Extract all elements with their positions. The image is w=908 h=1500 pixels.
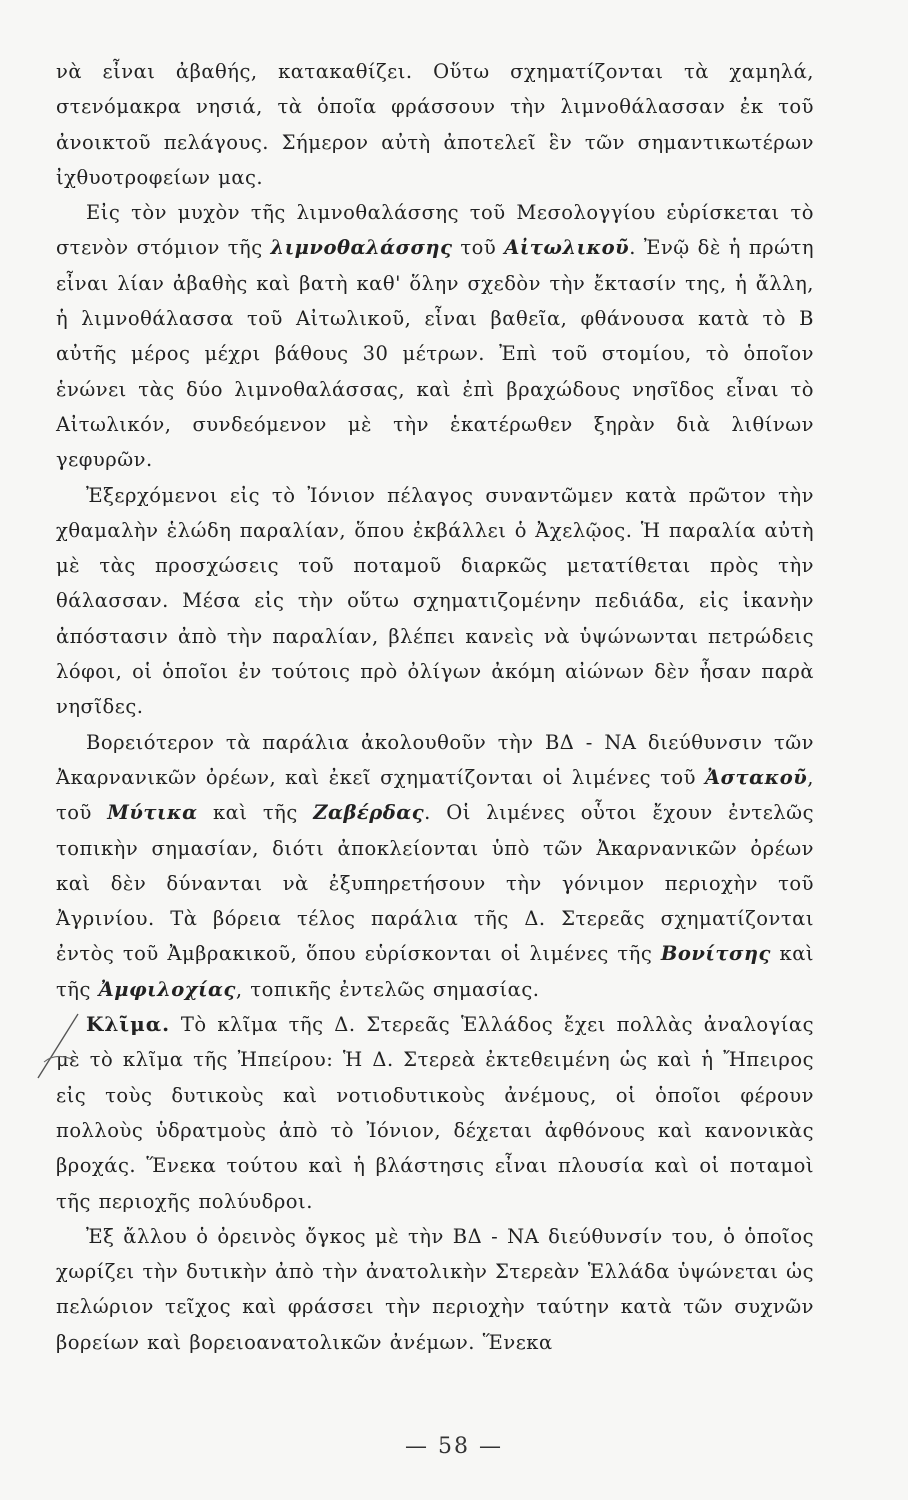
emphasized-term: Ἀμφιλοχίας [98,977,236,1001]
paragraph [56,195,814,477]
text-run: , τοῦ [56,765,814,825]
emphasized-term: Μύτικα [107,801,198,825]
paragraph [56,725,814,1007]
emphasized-term: Ἀστακοῦ [705,765,808,789]
emphasized-term: λιμνοθαλάσσης [270,236,453,260]
text-run: Τὸ κλῖμα τῆς Δ. Στερεᾶς Ἑλλάδος ἔχει πολλὰς ἀναλογίας μὲ τὸ κλῖμα τῆς Ἠπείρου: Ἡ Δ. Στερεὰ ἐκτεθειμένη ὡς καὶ ἡ Ἤπειρος εἰς τοὺς δυτικοὺς καὶ νοτιοδυτικοὺς ἀνέμους, οἱ ὁποῖοι φέρουν πολλοὺς ὑδρατμοὺς ἀπὸ τὸ Ἰόνιον, δέχεται ἀφθόνους καὶ κανονικὰς βροχάς. Ἕνεκα τούτου καὶ ἡ βλάστησις εἶναι πλουσία καὶ οἱ ποταμοὶ τῆς περιοχῆς πολύυδροι. [56,1013,814,1213]
text-run: καὶ τῆς [56,942,815,1001]
text-run: Ἐξερχόμενοι εἰς τὸ Ἰόνιον πέλαγος συναντῶμεν κατὰ πρῶτον τὴν χθαμαλὴν ἑλώδη παραλίαν, ὅπου ἐκβάλλει ὁ Ἀχελῷος. Ἡ παραλία αὐτὴ μὲ τὰς προσχώσεις τοῦ ποταμοῦ διαρκῶς μετατίθεται πρὸς τὴν θάλασσαν. Μέσα εἰς τὴν οὕτω σχηματιζομένην πεδιάδα, εἰς ἱκανὴν ἀπόστασιν ἀπὸ τὴν παραλίαν, βλέπει κανεὶς νὰ ὑψώνωνται πετρώδεις λόφοι, οἱ ὁποῖοι ἐν τούτοις πρὸ ὀλίγων ἀκόμη αἰώνων δὲν ἦσαν παρὰ νησῖδες. [56,483,814,719]
text-run: , τοπικῆς ἐντελῶς σημασίας. [235,977,540,1001]
paragraph [56,478,814,725]
emphasized-term: Αἰτωλικοῦ [504,236,630,260]
text-run: Βορειότερον τὰ παράλια ἀκολουθοῦν τὴν ΒΔ - ΝΑ διεύθυνσιν τῶν Ἀκαρνανικῶν ὀρέων, καὶ ἐκεῖ σχηματίζονται οἱ λιμένες τοῦ [56,730,814,789]
page-number: — 58 — [405,1434,503,1459]
text-run: . Ἐνῷ δὲ ἡ πρώτη εἶναι λίαν ἀβαθὴς καὶ βατὴ καθ' ὅλην σχεδὸν τὴν ἔκτασίν της, ἡ ἄλλη, ἡ λιμνοθάλασσα τοῦ Αἰτωλικοῦ, εἶναι βαθεῖα, φθάνουσα κατὰ τὸ Β αὐτῆς μέρος μέχρι βάθους 30 μέτρων. Ἐπὶ τοῦ στομίου, τὸ ὁποῖον ἑνώνει τὰς δύο λιμνοθαλάσσας, καὶ ἐπὶ βραχώδους νησῖδος εἶναι τὸ Αἰτωλικόν, συνδεόμενον μὲ τὴν ἑκατέρωθεν ξηρὰν διὰ λιθίνων γεφυρῶν. [56,236,814,472]
text-run: Εἰς τὸν μυχὸν τῆς λιμνοθαλάσσης τοῦ Μεσολογγίου εὑρίσκεται τὸ στενὸν στόμιον τῆς [56,201,814,260]
text-body [56,54,814,1360]
paragraph [56,1219,814,1360]
section-heading: Κλῖμα. [86,1012,171,1037]
paragraph [56,1007,814,1219]
text-run: τοῦ [452,236,505,260]
text-run: Ἐξ ἄλλου ὁ ὀρεινὸς ὄγκος μὲ τὴν ΒΔ - ΝΑ διεύθυνσίν του, ὁ ὁποῖος χωρίζει τὴν δυτικὴν ἀπὸ τὴν ἀνατολικὴν Στερεὰν Ἑλλάδα ὑψώνεται ὡς πελώριον τεῖχος καὶ φράσσει τὴν περιοχὴν ταύτην κατὰ τῶν συχνῶν βορείων καὶ βορειοανατολικῶν ἀνέμων. Ἕνεκα [56,1224,814,1354]
emphasized-term: Βονίτσης [660,942,771,966]
paragraph [56,54,814,195]
text-run: καὶ τῆς [197,801,314,825]
emphasized-term: Ζαβέρδας [313,801,425,825]
text-run: . Οἱ λιμένες οὗτοι ἔχουν ἐντελῶς τοπικὴν σημασίαν, διότι ἀποκλείονται ὑπὸ τῶν Ἀκαρνανικῶν ὀρέων καὶ δὲν δύνανται νὰ ἐξυπηρετήσουν τὴν γόνιμον περιοχὴν τοῦ Ἀγρινίου. Τὰ βόρεια τέλος παράλια τῆς Δ. Στερεᾶς σχηματίζονται ἐντὸς τοῦ Ἀμβρακικοῦ, ὅπου εὑρίσκονται οἱ λιμένες τῆς [56,801,814,966]
text-run: νὰ εἶναι ἀβαθής, κατακαθίζει. Οὕτω σχηματίζονται τὰ χαμηλά, στενόμακρα νησιά, τὰ ὁποῖα φράσσουν τὴν λιμνοθάλασσαν ἐκ τοῦ ἀνοικτοῦ πελάγους. Σήμερον αὐτὴ ἀποτελεῖ ἓν τῶν σημαντικωτέρων ἰχθυοτροφείων μας. [56,60,814,189]
